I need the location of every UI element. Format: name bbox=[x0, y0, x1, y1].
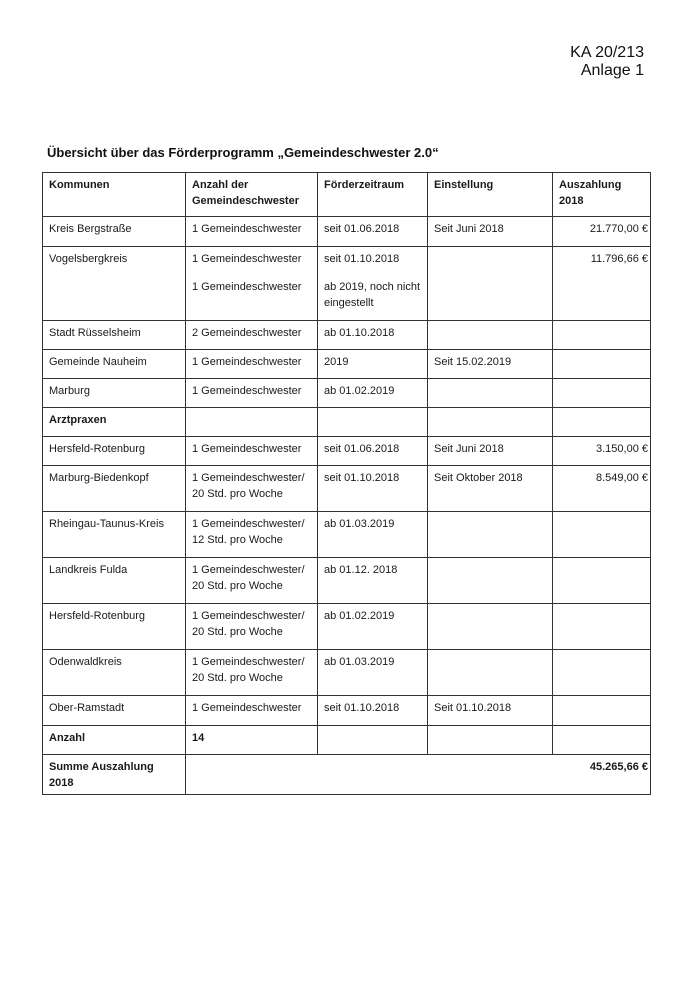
cell-name: Kreis Bergstraße bbox=[43, 217, 186, 247]
cell-payout bbox=[553, 650, 651, 696]
cell-period: ab 01.10.2018 bbox=[318, 321, 428, 350]
cell-count: 1 Gemeindeschwester bbox=[186, 696, 318, 726]
cell-name: Landkreis Fulda bbox=[43, 558, 186, 604]
attachment-label: Anlage 1 bbox=[580, 62, 644, 79]
document-reference bbox=[570, 44, 644, 80]
cell-hire bbox=[428, 512, 553, 558]
cell-count: 1 Gemeindeschwester bbox=[186, 437, 318, 466]
cell-count bbox=[186, 466, 318, 512]
table-row bbox=[43, 379, 651, 408]
cell-hire: Seit 01.10.2018 bbox=[428, 696, 553, 726]
cell-payout bbox=[553, 604, 651, 650]
column-header: Auszahlung 2018 bbox=[553, 173, 651, 217]
cell-period: seit 01.10.2018 bbox=[318, 466, 428, 512]
section-row bbox=[43, 408, 651, 437]
cell-hire bbox=[428, 726, 553, 755]
cell-hire bbox=[428, 604, 553, 650]
cell-period: ab 01.02.2019 bbox=[318, 379, 428, 408]
page-title: Übersicht über das Förderprogramm „Gemeindeschwester 2.0“ bbox=[47, 145, 439, 160]
cell-hire: Seit Juni 2018 bbox=[428, 217, 553, 247]
cell-payout bbox=[553, 696, 651, 726]
cell-count: 1 Gemeindeschwester bbox=[186, 217, 318, 247]
cell-payout: 8.549,00 € bbox=[553, 466, 651, 512]
total-payout-row bbox=[43, 755, 651, 795]
cell-count bbox=[186, 558, 318, 604]
table-row bbox=[43, 321, 651, 350]
cell-period bbox=[318, 408, 428, 437]
cell-payout bbox=[553, 512, 651, 558]
count-line: 20 Std. pro Woche bbox=[192, 488, 283, 500]
cell-period: seit 01.06.2018 bbox=[318, 217, 428, 247]
cell-name: Stadt Rüsselsheim bbox=[43, 321, 186, 350]
cell-name: Gemeinde Nauheim bbox=[43, 350, 186, 379]
table-row bbox=[43, 604, 651, 650]
table-row bbox=[43, 696, 651, 726]
count-line: 12 Std. pro Woche bbox=[192, 534, 283, 546]
cell-hire bbox=[428, 558, 553, 604]
cell-hire bbox=[428, 650, 553, 696]
cell-payout bbox=[553, 408, 651, 437]
cell-hire: Seit Oktober 2018 bbox=[428, 466, 553, 512]
table-row bbox=[43, 558, 651, 604]
table-row bbox=[43, 247, 651, 321]
count-line: 20 Std. pro Woche bbox=[192, 580, 283, 592]
total-count-value: 14 bbox=[186, 726, 318, 755]
column-header: Anzahl der Gemeindeschwester bbox=[186, 173, 318, 217]
cell-period: ab 01.03.2019 bbox=[318, 650, 428, 696]
table-row bbox=[43, 217, 651, 247]
count-line: 1 Gemeindeschwester bbox=[192, 253, 302, 265]
table-row bbox=[43, 437, 651, 466]
cell-hire bbox=[428, 321, 553, 350]
cell-count bbox=[186, 512, 318, 558]
cell-name: Marburg bbox=[43, 379, 186, 408]
cell-count bbox=[186, 408, 318, 437]
total-payout-value: 45.265,66 € bbox=[186, 755, 651, 795]
period-line: seit 01.10.2018 bbox=[324, 253, 400, 265]
table-header-row bbox=[43, 173, 651, 217]
cell-name: Hersfeld-Rotenburg bbox=[43, 437, 186, 466]
cell-payout bbox=[553, 726, 651, 755]
total-count-label: Anzahl bbox=[43, 726, 186, 755]
period-line: ab 2019, noch nicht eingestellt bbox=[324, 281, 421, 309]
cell-period bbox=[318, 247, 428, 321]
cell-period: ab 01.02.2019 bbox=[318, 604, 428, 650]
column-header: Einstellung bbox=[428, 173, 553, 217]
cell-name: Rheingau-Taunus-Kreis bbox=[43, 512, 186, 558]
count-line: 1 Gemeindeschwester/ bbox=[192, 472, 305, 484]
count-line: 20 Std. pro Woche bbox=[192, 626, 283, 638]
cell-name: Marburg-Biedenkopf bbox=[43, 466, 186, 512]
cell-name: Odenwaldkreis bbox=[43, 650, 186, 696]
cell-name: Vogelsbergkreis bbox=[43, 247, 186, 321]
cell-period bbox=[318, 726, 428, 755]
cell-payout bbox=[553, 321, 651, 350]
cell-count bbox=[186, 247, 318, 321]
count-line: 1 Gemeindeschwester/ bbox=[192, 518, 305, 530]
column-header: Kommunen bbox=[43, 173, 186, 217]
reference-number: KA 20/213 bbox=[570, 44, 644, 61]
cell-payout: 11.796,66 € bbox=[553, 247, 651, 321]
cell-hire bbox=[428, 247, 553, 321]
cell-hire bbox=[428, 379, 553, 408]
cell-count: 1 Gemeindeschwester bbox=[186, 350, 318, 379]
cell-period: seit 01.10.2018 bbox=[318, 696, 428, 726]
table-row bbox=[43, 512, 651, 558]
section-label: Arztpraxen bbox=[43, 408, 186, 437]
cell-hire: Seit 15.02.2019 bbox=[428, 350, 553, 379]
cell-payout: 3.150,00 € bbox=[553, 437, 651, 466]
cell-payout: 21.770,00 € bbox=[553, 217, 651, 247]
cell-payout bbox=[553, 379, 651, 408]
cell-period: seit 01.06.2018 bbox=[318, 437, 428, 466]
cell-count: 1 Gemeindeschwester bbox=[186, 379, 318, 408]
cell-hire bbox=[428, 408, 553, 437]
cell-count bbox=[186, 650, 318, 696]
count-line: 1 Gemeindeschwester/ bbox=[192, 564, 305, 576]
total-payout-label: Summe Auszahlung 2018 bbox=[43, 755, 186, 795]
table-row bbox=[43, 466, 651, 512]
column-header: Förderzeitraum bbox=[318, 173, 428, 217]
table-row bbox=[43, 650, 651, 696]
table-row bbox=[43, 350, 651, 379]
cell-name: Hersfeld-Rotenburg bbox=[43, 604, 186, 650]
cell-period: ab 01.12. 2018 bbox=[318, 558, 428, 604]
count-line: 20 Std. pro Woche bbox=[192, 672, 283, 684]
count-line: 1 Gemeindeschwester/ bbox=[192, 610, 305, 622]
total-count-row bbox=[43, 726, 651, 755]
cell-count: 2 Gemeindeschwester bbox=[186, 321, 318, 350]
cell-period: ab 01.03.2019 bbox=[318, 512, 428, 558]
cell-payout bbox=[553, 350, 651, 379]
program-table bbox=[42, 172, 651, 795]
count-line: 1 Gemeindeschwester bbox=[192, 281, 302, 293]
cell-payout bbox=[553, 558, 651, 604]
cell-period: 2019 bbox=[318, 350, 428, 379]
cell-name: Ober-Ramstadt bbox=[43, 696, 186, 726]
cell-count bbox=[186, 604, 318, 650]
cell-hire: Seit Juni 2018 bbox=[428, 437, 553, 466]
count-line: 1 Gemeindeschwester/ bbox=[192, 656, 305, 668]
